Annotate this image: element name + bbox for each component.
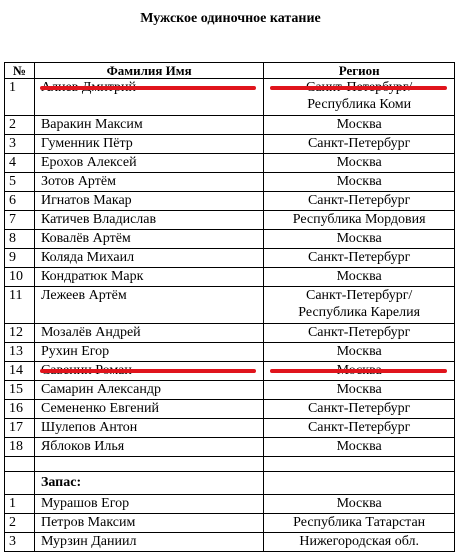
region-line: Санкт-Петербург: [307, 325, 411, 340]
row-number: 16: [5, 400, 35, 419]
row-number: 12: [5, 324, 35, 343]
row-number: 14: [5, 362, 35, 381]
strike-name: [40, 369, 255, 373]
table-row: [5, 400, 455, 419]
athlete-name: Варакин Максим: [34, 116, 263, 135]
table-row: [5, 495, 455, 514]
row-number: 2: [5, 116, 35, 135]
row-number: 3: [5, 135, 35, 154]
athlete-region: [264, 192, 455, 211]
table-row: [5, 268, 455, 287]
region-line: Москва: [336, 174, 382, 189]
athlete-region: [264, 514, 455, 533]
athlete-region: [264, 438, 455, 457]
athlete-name: Ковалёв Артём: [34, 230, 263, 249]
athlete-name: [34, 79, 263, 116]
region-line: Санкт-Петербург/: [306, 288, 413, 303]
athlete-name: Рухин Егор: [34, 343, 263, 362]
row-number: 17: [5, 419, 35, 438]
athlete-region: [264, 343, 455, 362]
table-row: [5, 116, 455, 135]
athlete-name: Семененко Евгений: [34, 400, 263, 419]
region-line: Санкт-Петербург: [307, 193, 411, 208]
region-line: Москва: [336, 117, 382, 132]
region-line: Москва: [336, 269, 382, 284]
region-line: Республика Мордовия: [292, 212, 426, 227]
row-number: 5: [5, 173, 35, 192]
athlete-name: Самарин Александр: [34, 381, 263, 400]
athlete-region: [264, 324, 455, 343]
athlete-region: [264, 154, 455, 173]
strike-name: [40, 86, 255, 90]
athlete-region: [264, 419, 455, 438]
table-header-row: [5, 63, 455, 79]
region-line: Санкт-Петербург: [307, 420, 411, 435]
athlete-name: Петров Максим: [34, 514, 263, 533]
row-number: 10: [5, 268, 35, 287]
region-line: Нижегородская обл.: [299, 534, 419, 549]
table-row: [5, 154, 455, 173]
table-row: [5, 192, 455, 211]
athlete-region: [264, 230, 455, 249]
row-number: 13: [5, 343, 35, 362]
athlete-name: Игнатов Макар: [34, 192, 263, 211]
reserve-list: [5, 457, 455, 552]
athlete-region: [264, 173, 455, 192]
row-number: 2: [5, 514, 35, 533]
table-row: [5, 343, 455, 362]
athlete-name: Яблоков Илья: [34, 438, 263, 457]
athlete-name: Катичев Владислав: [34, 211, 263, 230]
athlete-region: [264, 249, 455, 268]
header-name: Фамилия Имя: [34, 63, 263, 79]
table-row: [5, 438, 455, 457]
table-row: [5, 419, 455, 438]
table-row: [5, 287, 455, 324]
athlete-name: Лежеев Артём: [34, 287, 263, 324]
table-row: [5, 173, 455, 192]
region-line: Республика Татарстан: [293, 515, 426, 530]
strike-region: [270, 86, 447, 90]
reserve-label: Запас:: [34, 472, 263, 495]
row-number: 6: [5, 192, 35, 211]
document-title: Мужское одиночное катание: [140, 11, 321, 26]
reserve-header-row: [5, 472, 455, 495]
spacer-row: [5, 457, 455, 472]
row-number: 15: [5, 381, 35, 400]
athlete-region: [264, 211, 455, 230]
athlete-region: [264, 268, 455, 287]
table-row: [5, 249, 455, 268]
table-row: [5, 211, 455, 230]
table-row: [5, 514, 455, 533]
header-region: Регион: [264, 63, 455, 79]
athlete-name: Ерохов Алексей: [34, 154, 263, 173]
athlete-region: [264, 381, 455, 400]
row-number: 11: [5, 287, 35, 324]
table-row: [5, 533, 455, 552]
region-line: Москва: [336, 344, 382, 359]
table-row: [5, 135, 455, 154]
athlete-name: Коляда Михаил: [34, 249, 263, 268]
main-list: [5, 79, 455, 457]
region-line: Москва: [336, 439, 382, 454]
table-row: [5, 230, 455, 249]
row-number: 18: [5, 438, 35, 457]
region-line: Москва: [336, 231, 382, 246]
table-row: [5, 324, 455, 343]
header-num: №: [5, 63, 35, 79]
athlete-region: [264, 287, 455, 324]
athlete-region: [264, 495, 455, 514]
athlete-region: [264, 400, 455, 419]
participants-table: [4, 62, 455, 552]
row-number: 7: [5, 211, 35, 230]
athlete-name: Зотов Артём: [34, 173, 263, 192]
athlete-region: [264, 533, 455, 552]
athlete-name: Мурашов Егор: [34, 495, 263, 514]
athlete-region: [264, 135, 455, 154]
athlete-name: Шулепов Антон: [34, 419, 263, 438]
athlete-name: Гуменник Пётр: [34, 135, 263, 154]
region-line: Москва: [336, 155, 382, 170]
row-number: 9: [5, 249, 35, 268]
athlete-region: [264, 116, 455, 135]
row-number: 3: [5, 533, 35, 552]
row-number: 1: [5, 79, 35, 116]
row-number: 1: [5, 495, 35, 514]
region-line: Москва: [336, 496, 382, 511]
region-line: Республика Коми: [307, 97, 412, 112]
athlete-name: Кондратюк Марк: [34, 268, 263, 287]
athlete-region: [264, 79, 455, 116]
table-row: [5, 381, 455, 400]
athlete-name: Мозалёв Андрей: [34, 324, 263, 343]
row-number: 8: [5, 230, 35, 249]
region-line: Санкт-Петербург: [307, 401, 411, 416]
athlete-name: Мурзин Даниил: [34, 533, 263, 552]
region-line: Санкт-Петербург: [307, 250, 411, 265]
table-row: [5, 79, 455, 116]
region-line: Республика Карелия: [298, 305, 421, 320]
region-line: Санкт-Петербург: [307, 136, 411, 151]
row-number: 4: [5, 154, 35, 173]
strike-region: [270, 369, 447, 373]
region-line: Москва: [336, 382, 382, 397]
